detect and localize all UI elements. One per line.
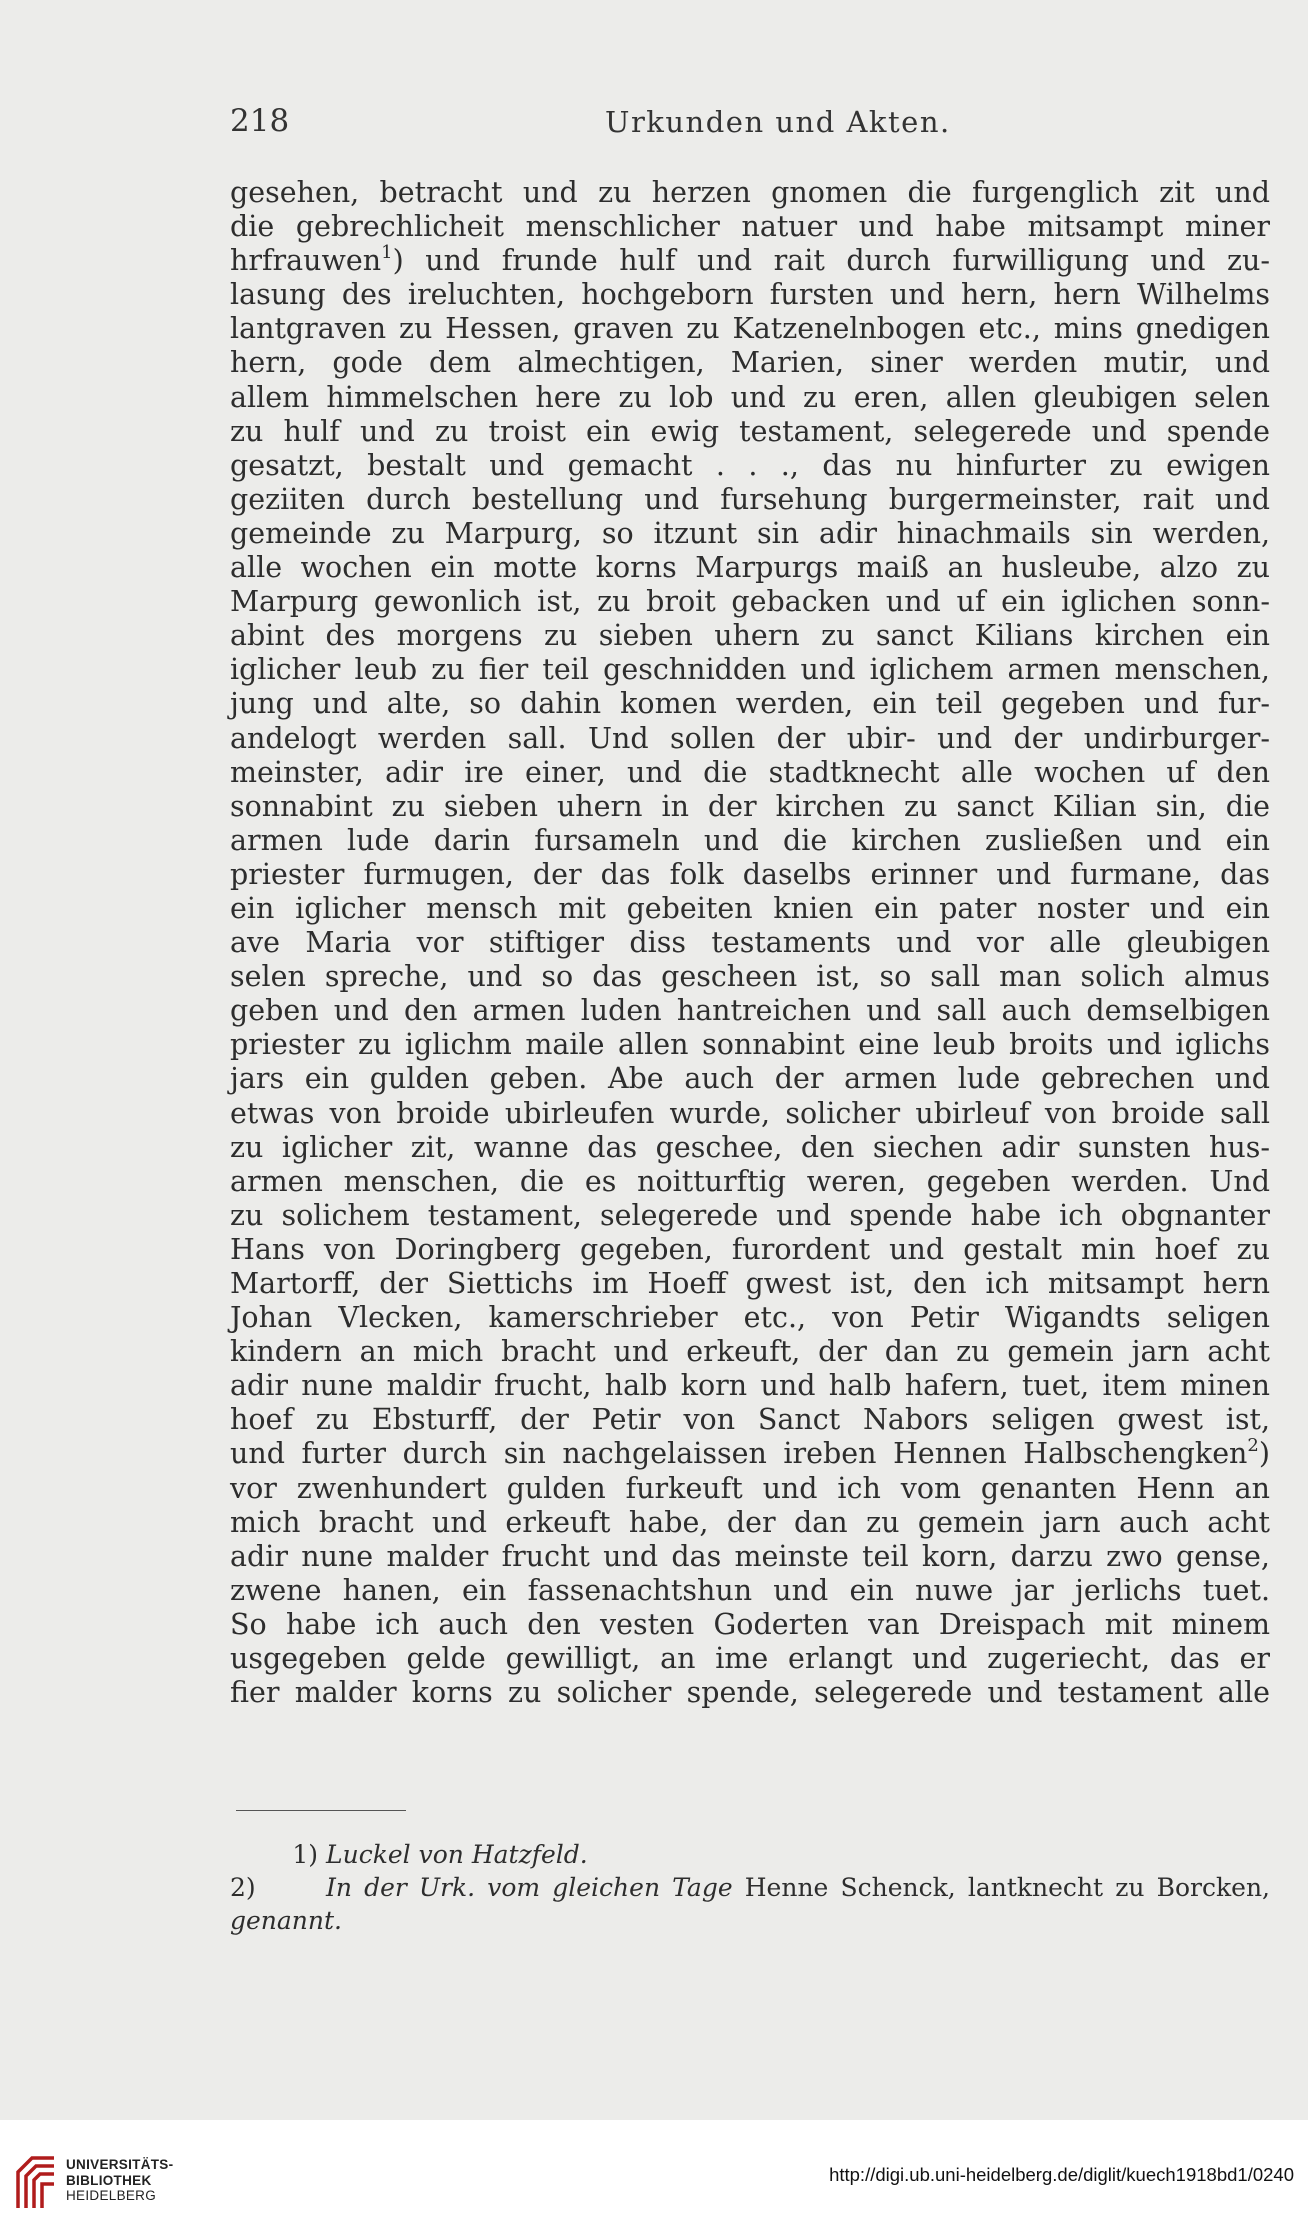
text-line: hoef zu Ebsturff, der Petir von Sanct Nabors seligen gwest ist, [230, 1403, 1270, 1437]
footnote-number: 2) [230, 1873, 256, 1902]
text-line: vor zwenhundert gulden furkeuft und ich vom genanten Henn an [230, 1471, 1270, 1505]
footnote-text-italic: genannt. [230, 1906, 342, 1935]
text-line: mich bracht und erkeuft habe, der dan zu gemein jarn auch acht [230, 1505, 1270, 1539]
text-line: andelogt werden sall. Und sollen der ubir- und der undirburger- [230, 721, 1270, 755]
text-line: gemeinde zu Marpurg, so itzunt sin adir hinachmails sin werden, [230, 516, 1270, 550]
source-url-link[interactable]: http://digi.ub.uni-heidelberg.de/diglit/kuech1918bd1/0240 [829, 2164, 1294, 2185]
text-line: meinster, adir ire einer, und die stadtknecht alle wochen uf den [230, 755, 1270, 789]
text-line: allem himmelschen here zu lob und zu eren, allen gleubigen selen [230, 380, 1270, 414]
text-line: selen spreche, und so das gescheen ist, so sall man solich almus [230, 960, 1270, 994]
footer-bar [0, 2120, 1308, 2225]
text-line: usgegeben gelde gewilligt, an ime erlangt und zugeriecht, das er [230, 1642, 1270, 1676]
text-line: iglicher leub zu fier teil geschnidden und iglichem armen menschen, [230, 653, 1270, 687]
footnote-text-italic: In der Urk. vom gleichen Tage [326, 1873, 733, 1902]
text-line: zu iglicher zit, wanne das geschee, den siechen adir sunsten hus- [230, 1130, 1270, 1164]
text-line: und furter durch sin nachgelaissen ireben Hennen Halbschengken$^2$) [230, 1435, 1270, 1471]
text-line: lantgraven zu Hessen, graven zu Katzenelnbogen etc., mins gnedigen [230, 312, 1270, 346]
footnote-marker: 1 [381, 242, 393, 264]
text-line: etwas von broide ubirleufen wurde, solicher ubirleuf von broide sall [230, 1096, 1270, 1130]
text-line: zwene hanen, ein fassenachtshun und ein nuwe jar jerlichs tuet. [230, 1573, 1270, 1607]
text-line: geziiten durch bestellung und fursehung burgermeinster, rait und [230, 482, 1270, 516]
text-line: lasung des ireluchten, hochgeborn fursten und hern, hern Wilhelms [230, 278, 1270, 312]
footnote-separator [236, 1810, 406, 1811]
text-line: So habe ich auch den vesten Goderten van Dreispach mit minem [230, 1607, 1270, 1641]
ub-heidelberg-logo-icon[interactable] [10, 2150, 60, 2212]
text-line: abint des morgens zu sieben uhern zu sanct Kilians kirchen ein [230, 619, 1270, 653]
text-line: jars ein gulden geben. Abe auch der armen lude gebrechen und [230, 1062, 1270, 1096]
running-title: Urkunden und Akten. [605, 105, 951, 139]
text-line: priester zu iglichm maile allen sonnabint eine leub broits und iglichs [230, 1028, 1270, 1062]
text-line: zu solichem testament, selegerede und spende habe ich obgnanter [230, 1198, 1270, 1232]
text-line: armen menschen, die es noitturftig weren, gegeben werden. Und [230, 1164, 1270, 1198]
text-line: Hans von Doringberg gegeben, furordent und gestalt min hoef zu [230, 1232, 1270, 1266]
text-line: Johan Vlecken, kamerschrieber etc., von Petir Wigandts seligen [230, 1301, 1270, 1335]
footnote-number: 1) [292, 1840, 318, 1869]
text-line: gesatzt, bestalt und gemacht . . ., das nu hinfurter zu ewigen [230, 448, 1270, 482]
text-line: hern, gode dem almechtigen, Marien, siner werden mutir, und [230, 346, 1270, 380]
text-line: hrfrauwen$^1$) und frunde hulf und rait durch furwilligung und zu- [230, 242, 1270, 278]
footnote-marker: 2 [1247, 1435, 1259, 1457]
library-line-1: UNIVERSITÄTS- [66, 2157, 174, 2172]
text-line: gesehen, betracht und zu herzen gnomen die furgenglich zit und [230, 176, 1270, 209]
footnote-text-roman: Henne Schenck, lantknecht zu Borcken, [732, 1873, 1270, 1902]
text-line: sonnabint zu sieben uhern in der kirchen zu sanct Kilian sin, die [230, 789, 1270, 823]
library-name [66, 2157, 173, 2204]
footnote-1 [230, 1838, 1270, 1871]
text-line: adir nune malder frucht und das meinste teil korn, darzu zwo gense, [230, 1539, 1270, 1573]
page-header [230, 103, 1270, 143]
text-line: zu hulf und zu troist ein ewig testament, selegerede und spende [230, 414, 1270, 448]
library-line-2: BIBLIOTHEK [66, 2172, 152, 2188]
text-line: Marpurg gewonlich ist, zu broit gebacken und uf ein iglichen sonn- [230, 585, 1270, 619]
text-line: jung und alte, so dahin komen werden, ein teil gegeben und fur- [230, 687, 1270, 721]
text-line: fier malder korns zu solicher spende, selegerede und testament alle [230, 1676, 1270, 1710]
footnote-2 [230, 1871, 1270, 1904]
text-line: die gebrechlicheit menschlicher natuer und habe mitsampt miner [230, 210, 1270, 244]
main-text [230, 176, 1270, 1710]
footnotes [230, 1838, 1270, 1937]
page-number: 218 [230, 103, 290, 139]
library-line-3: HEIDELBERG [66, 2188, 157, 2203]
text-line: adir nune maldir frucht, halb korn und halb hafern, tuet, item minen [230, 1369, 1270, 1403]
text-line: kindern an mich bracht und erkeuft, der dan zu gemein jarn acht [230, 1335, 1270, 1369]
text-line: ein iglicher mensch mit gebeiten knien ein pater noster und ein [230, 891, 1270, 925]
footnote-text-italic: Luckel von Hatzfeld. [326, 1840, 588, 1869]
text-line: geben und den armen luden hantreichen und sall auch demselbigen [230, 994, 1270, 1028]
text-line: ave Maria vor stiftiger diss testaments und vor alle gleubigen [230, 926, 1270, 960]
footnote-2-continuation [230, 1904, 1270, 1937]
text-line: Martorff, der Siettichs im Hoeff gwest ist, den ich mitsampt hern [230, 1267, 1270, 1300]
text-line: armen lude darin fursameln und die kirchen zusließen und ein [230, 823, 1270, 857]
text-line: priester furmugen, der das folk daselbs erinner und furmane, das [230, 857, 1270, 891]
text-line: alle wochen ein motte korns Marpurgs maiß an husleube, alzo zu [230, 551, 1270, 585]
